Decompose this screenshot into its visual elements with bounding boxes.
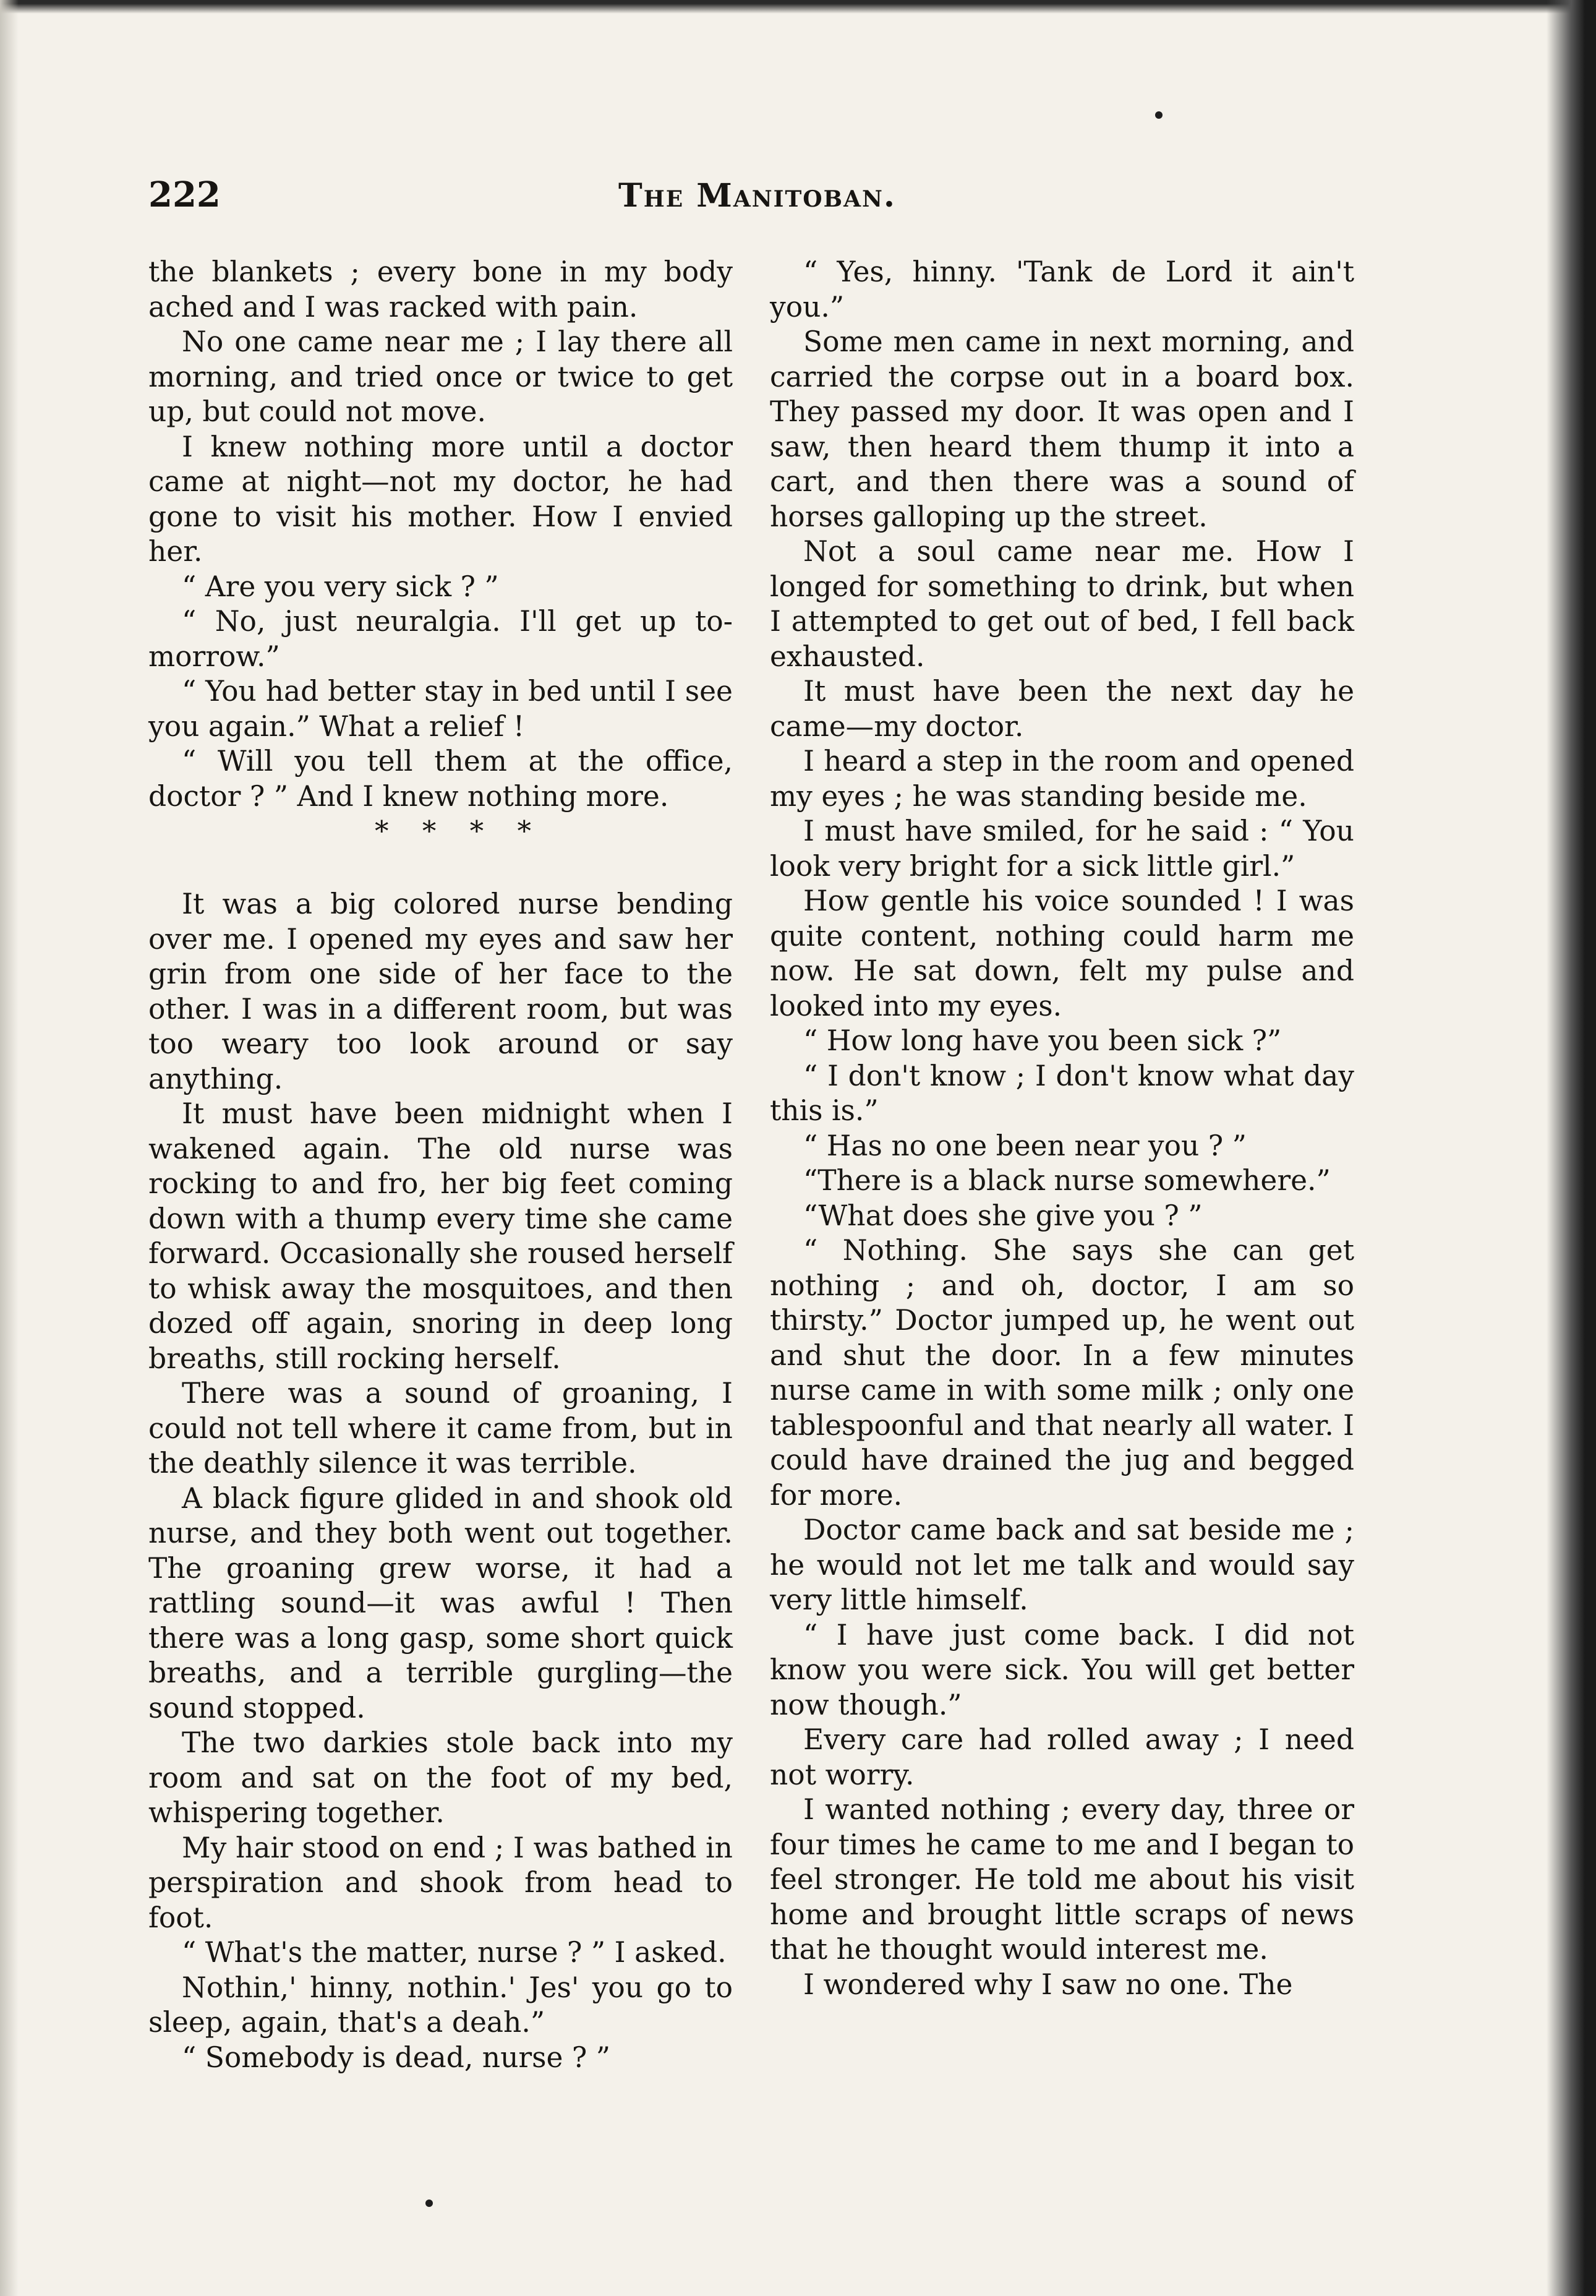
paragraph: My hair stood on end ; I was bathed in perspiration and shook from head to foot. <box>148 1831 733 1934</box>
paragraph: the blankets ; every bone in my body ached and I was racked with pain. <box>148 255 733 323</box>
right-column <box>770 255 1354 2002</box>
paragraph: How gentle his voice sounded ! I was quite content, nothing could harm me now. He sat down, felt my pulse and looked into my eyes. <box>770 885 1354 1022</box>
paragraph: Some men came in next morning, and carried the corpse out in a board box. They passed my door. It was open and I saw, then heard them thump it into a cart, and then there was a sound of horses galloping up the street. <box>770 325 1354 533</box>
paragraph: “ No, just neuralgia. I'll get up to-morrow.” <box>148 605 733 673</box>
paragraph: It was a big colored nurse bending over me. I opened my eyes and saw her grin from one side of her face to the other. I was in a different room, but was too weary too look around or say anything. <box>148 888 733 1095</box>
left-column <box>148 255 733 2075</box>
paragraph: “ Yes, hinny. 'Tank de Lord it ain't you.” <box>770 255 1354 323</box>
paragraph: I knew nothing more until a doctor came at night—not my doctor, he had gone to visit his mother. How I envied her. <box>148 430 733 568</box>
page-header <box>148 174 1385 224</box>
paragraph: “There is a black nurse somewhere.” <box>803 1164 1331 1197</box>
paragraph: “ How long have you been sick ?” <box>803 1024 1282 1057</box>
paragraph: “What does she give you ? ” <box>803 1199 1203 1232</box>
paragraph: “ You had better stay in bed until I see you again.” What a relief ! <box>148 675 733 743</box>
paragraph: Doctor came back and sat beside me ; he would not let me talk and would say very little himself. <box>770 1514 1354 1616</box>
paragraph: It must have been the next day he came—my doctor. <box>770 675 1354 743</box>
paragraph: There was a sound of groaning, I could not tell where it came from, but in the deathly silence it was terrible. <box>148 1377 733 1480</box>
paragraph: “ Has no one been near you ? ” <box>803 1129 1247 1162</box>
section-break: * * * * <box>375 815 531 847</box>
ink-speck <box>1155 111 1163 119</box>
paragraph: “ Will you tell them at the office, doctor ? ” And I knew nothing more. <box>148 745 733 813</box>
paragraph: “ What's the matter, nurse ? ” I asked. <box>182 1936 727 1969</box>
paragraph: Nothin,' hinny, nothin.' Jes' you go to sleep, again, that's a deah.” <box>148 1971 733 2039</box>
paragraph: “ I don't know ; I don't know what day this is.” <box>770 1059 1354 1127</box>
page-number: 222 <box>148 174 221 215</box>
paragraph: It must have been midnight when I wakened again. The old nurse was rocking to and fro, her big feet coming down with a thump every time she came forward. Occasionally she roused herself to whisk away the mosquitoes, and then dozed off again, snoring in deep long breaths, still rocking herself. <box>148 1097 733 1375</box>
paragraph: “ Are you very sick ? ” <box>182 570 499 603</box>
running-title: The Manitoban. <box>618 177 897 215</box>
paragraph: I wondered why I saw no one. The <box>803 1968 1293 2001</box>
paragraph: The two darkies stole back into my room and sat on the foot of my bed, whispering together. <box>148 1726 733 1829</box>
paragraph: I wanted nothing ; every day, three or four times he came to me and I began to feel stronger. He told me about his visit home and brought little scraps of news that he thought would interest me. <box>770 1793 1354 1966</box>
paragraph: “ Somebody is dead, nurse ? ” <box>182 2041 610 2074</box>
paragraph: I heard a step in the room and opened my eyes ; he was standing beside me. <box>770 745 1354 813</box>
paragraph: A black figure glided in and shook old nurse, and they both went out together. The groaning grew worse, it had a rattling sound—it was awful ! Then there was a long gasp, some short quick breaths, and a terrible gurgling—the sound stopped. <box>148 1481 733 1724</box>
scan-left-edge <box>0 0 19 2296</box>
paragraph: I must have smiled, for he said : “ You look very bright for a sick little girl.” <box>770 815 1354 883</box>
paragraph: No one came near me ; I lay there all morning, and tried once or twice to get up, but could not move. <box>148 325 733 428</box>
paragraph: Every care had rolled away ; I need not worry. <box>770 1723 1354 1791</box>
paragraph: “ I have just come back. I did not know you were sick. You will get better now though.” <box>770 1618 1354 1721</box>
paragraph: Not a soul came near me. How I longed for something to drink, but when I attempted to get out of bed, I fell back exhausted. <box>770 535 1354 673</box>
ink-speck <box>425 2200 433 2207</box>
scan-binding-shadow <box>1547 0 1596 2296</box>
scan-top-edge <box>0 0 1596 14</box>
paragraph: “ Nothing. She says she can get nothing ; and oh, doctor, I am so thirsty.” Doctor jumped up, he went out and shut the door. In a few minutes nurse came in with some milk ; only one tablespoonful and that nearly all water. I could have drained the jug and begged for more. <box>770 1234 1354 1512</box>
